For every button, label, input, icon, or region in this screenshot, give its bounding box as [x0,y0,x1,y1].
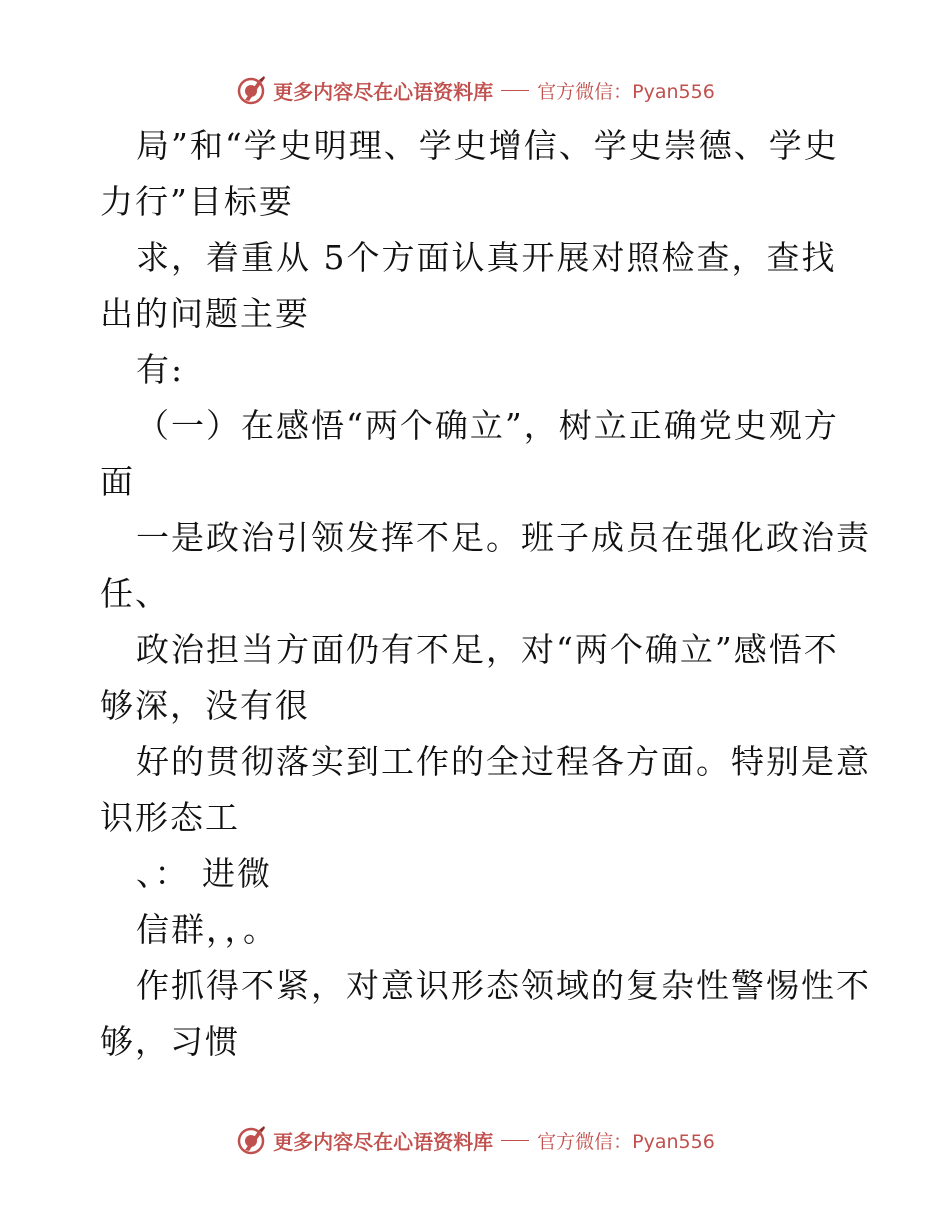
body-line-7: 面 [100,462,135,501]
footer-dash [501,1140,529,1141]
body-line-17: 够，习惯 [100,1022,240,1061]
body-line-11: 够深，没有很 [100,686,310,725]
body-line-14: 、： 进微 [136,854,272,893]
footer-official-wechat: 官方微信：Pyan556 [537,1130,715,1153]
body-line-1: 局”和“学史明理、学史增信、学史崇德、学史 [136,126,839,165]
body-line-13: 识形态工 [100,798,240,837]
quill-seal-icon [235,1124,267,1156]
body-line-8: 一是政治引领发挥不足。班子成员在强化政治责 [136,518,871,557]
footer-watermark [0,1120,950,1160]
quill-seal-icon [235,74,267,106]
body-line-2: 力行”目标要 [100,182,294,221]
body-line-3: 求，着重从 5个方面认真开展对照检查，查找 [136,238,837,277]
body-line-5: 有: [136,350,185,389]
header-dash [501,90,529,91]
body-line-16: 作抓得不紧，对意识形态领域的复杂性警惕性不 [136,966,871,1005]
document-body [100,118,871,1070]
body-line-4: 出的问题主要 [100,294,310,333]
body-line-12: 好的贯彻落实到工作的全过程各方面。特别是意 [136,742,871,781]
body-line-9: 任、 [100,574,170,613]
header-official-wechat: 官方微信：Pyan556 [537,80,715,103]
header-brand-text: 更多内容尽在心语资料库 [273,79,494,104]
footer-brand-text: 更多内容尽在心语资料库 [273,1129,494,1154]
body-line-6: （一）在感悟“两个确立”，树立正确党史观方 [136,406,839,445]
body-line-15: 信群，，。 [136,910,278,949]
header-watermark [0,70,950,110]
body-line-10: 政治担当方面仍有不足，对“两个确立”感悟不 [136,630,839,669]
